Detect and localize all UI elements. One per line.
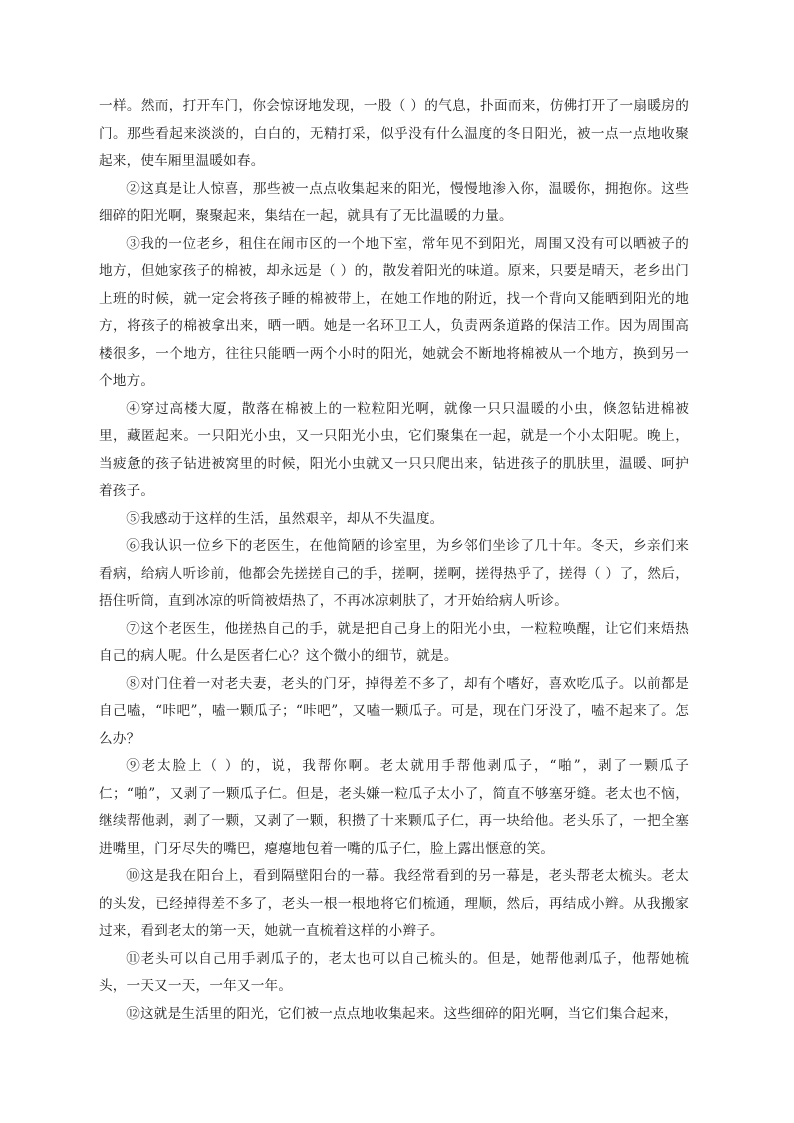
paragraph-4: ④穿过高楼大厦，散落在棉被上的一粒粒阳光啊，就像一只只温暖的小虫，倏忽钻进棉被里，藏匿起来。一只阳光小虫，又一只阳光小虫，它们聚集在一起，就是一个小太阳呢。晚上，当疲惫的孩子钻进被窝里的时候，阳光小虫就又一只只爬出来，钻进孩子的肌肤里，温暖、呵护着孩子。 <box>99 400 689 499</box>
paragraph-9: ⑨老太脸上（ ）的，说，我帮你啊。老太就用手帮他剥瓜子，“啪”，剥了一颗瓜子仁；“啪”，又剥了一颗瓜子仁。但是，老头嫌一粒瓜子太小了，简直不够塞牙缝。老太也不恼，继续帮他剥，剥了一颗，又剥了一颗，积攒了十来颗瓜子仁，再一块给他。老头乐了，一把全塞进嘴里，门牙尽失的嘴巴，瘪瘪地包着一嘴的瓜子仁，脸上露出惬意的笑。 <box>99 758 689 857</box>
paragraph-11: ⑪老头可以自己用手剥瓜子的，老太也可以自己梳头的。但是，她帮他剥瓜子，他帮她梳头，一天又一天，一年又一年。 <box>99 950 689 994</box>
paragraph-10: ⑩这是我在阳台上，看到隔壁阳台的一幕。我经常看到的另一幕是，老头帮老太梳头。老太的头发，已经掉得差不多了，老头一根一根地将它们梳通，理顺，然后，再结成小辫。从我搬家过来，看到老太的第一天，她就一直梳着这样的小辫子。 <box>99 868 689 939</box>
paragraph-7: ⑦这个老医生，他搓热自己的手，就是把自己身上的阳光小虫，一粒粒唤醒，让它们来焐热自己的病人呢。什么是医者仁心？这个微小的细节，就是。 <box>99 620 689 664</box>
document-page <box>99 93 689 1028</box>
paragraph-12: ⑫这就是生活里的阳光，它们被一点点地收集起来。这些细碎的阳光啊，当它们集合起来， <box>126 1005 678 1022</box>
paragraph-5: ⑤我感动于这样的生活，虽然艰辛，却从不失温度。 <box>126 510 444 527</box>
paragraph-3: ③我的一位老乡，租住在闹市区的一个地下室，常年见不到阳光，周围又没有可以晒被子的地方，但她家孩子的棉被，却永远是（ ）的，散发着阳光的味道。原来，只要是晴天，老乡出门上班的时候，就一定会将孩子睡的棉被带上，在她工作地的附近，找一个背向又能晒到阳光的地方，将孩子的棉被拿出来，晒一晒。她是一名环卫工人，负责两条道路的保洁工作。因为周围高楼很多，一个地方，往往只能晒一两个小时的阳光，她就会不断地将棉被从一个地方，换到另一个地方。 <box>99 235 689 389</box>
paragraph-2: ②这真是让人惊喜，那些被一点点收集起来的阳光，慢慢地渗入你，温暖你，拥抱你。这些细碎的阳光啊，聚聚起来，集结在一起，就具有了无比温暖的力量。 <box>99 180 689 224</box>
paragraph-6: ⑥我认识一位乡下的老医生，在他简陋的诊室里，为乡邻们坐诊了几十年。冬天，乡亲们来看病，给病人听诊前，他都会先搓搓自己的手，搓啊，搓啊，搓得热乎了，搓得（ ）了，然后，捂住听筒，直到冰凉的听筒被焐热了，不再冰凉刺肤了，才开始给病人听诊。 <box>99 538 689 609</box>
paragraph-1: 一样。然而，打开车门，你会惊讶地发现，一股（ ）的气息，扑面而来，仿佛打开了一扇暖房的门。那些看起来淡淡的，白白的，无精打采，似乎没有什么温度的冬日阳光，被一点一点地收聚起来，使车厢里温暖如春。 <box>99 98 689 169</box>
paragraph-8: ⑧对门住着一对老夫妻，老头的门牙，掉得差不多了，却有个嗜好，喜欢吃瓜子。以前都是自己嗑，“咔吧”，嗑一颗瓜子；“咔吧”，又嗑一颗瓜子。可是，现在门牙没了，嗑不起来了。怎么办？ <box>99 675 689 747</box>
